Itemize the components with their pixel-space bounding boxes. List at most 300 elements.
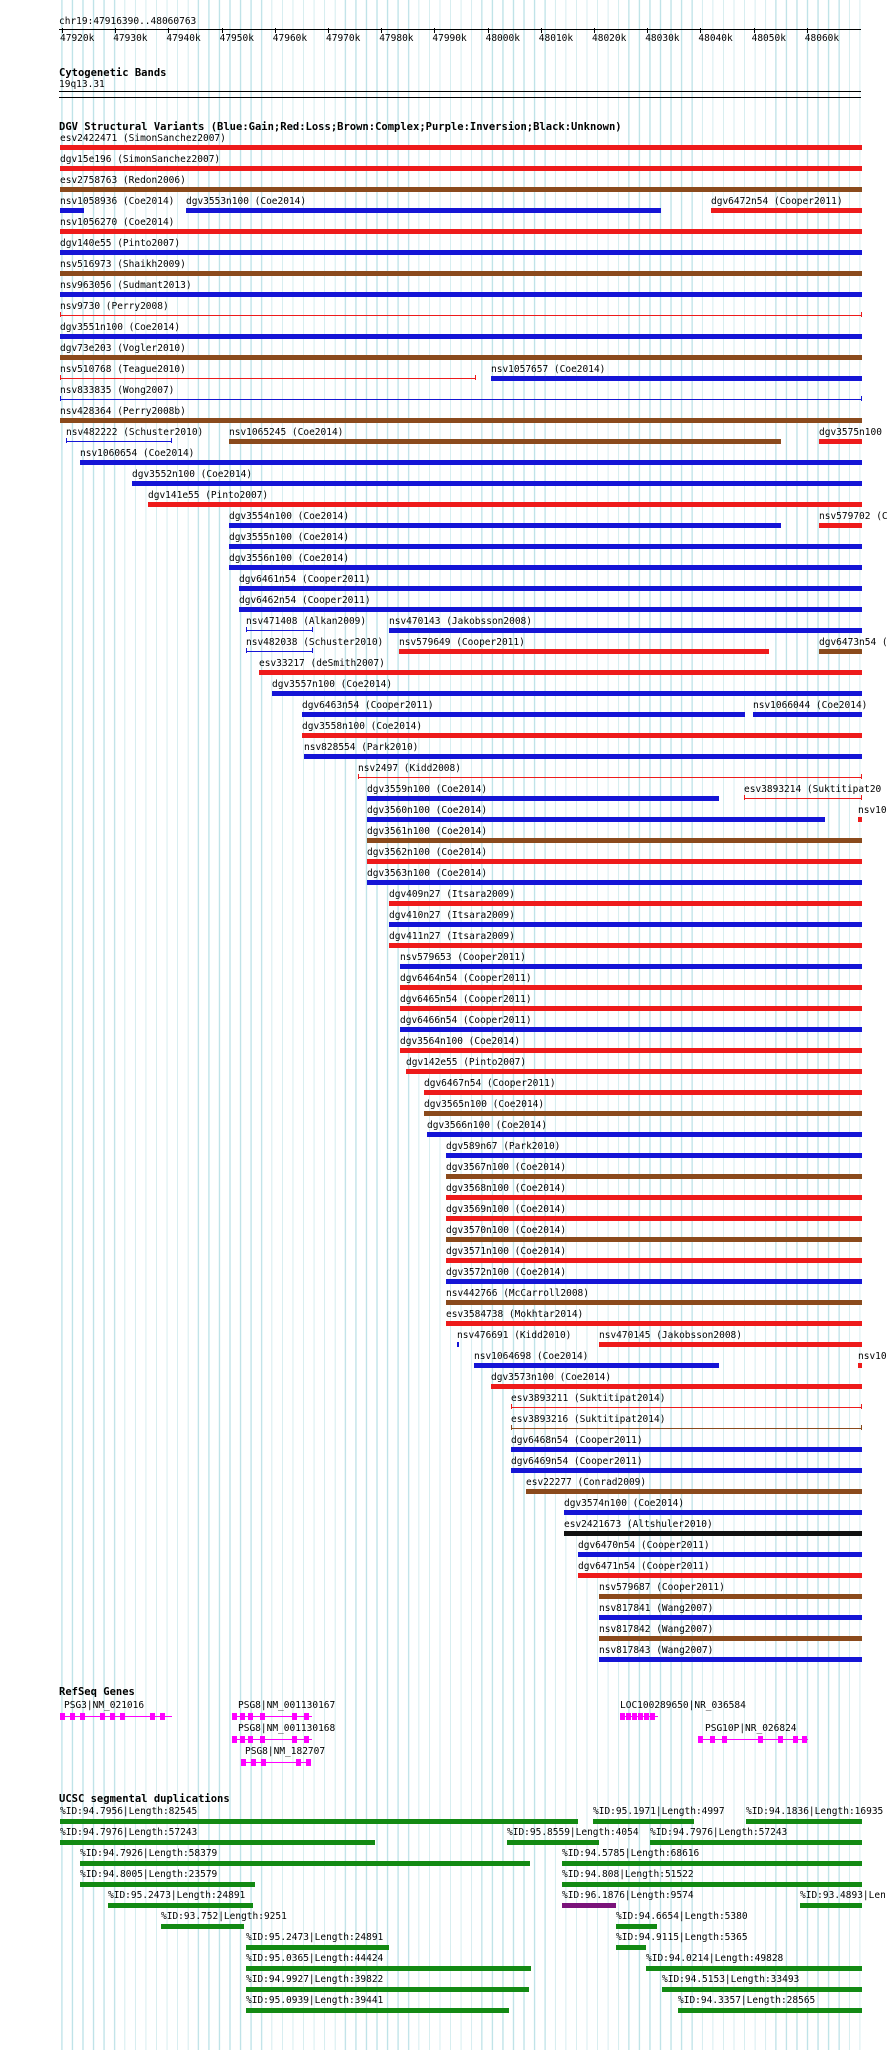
refseq-gene-label[interactable]: LOC100289650|NR_036584 xyxy=(620,1700,746,1711)
ruler-line xyxy=(59,29,861,30)
dgv-variant-label[interactable]: dgv3565n100 (Coe2014) xyxy=(424,1099,545,1110)
left-margin xyxy=(0,0,59,2050)
refseq-gene-label[interactable]: PSG10P|NR_026824 xyxy=(705,1723,797,1734)
dgv-variant-label[interactable]: nsv9730 (Perry2008) xyxy=(60,301,169,312)
dgv-variant-end xyxy=(861,1404,862,1409)
dgv-variant-label[interactable]: dgv3573n100 (Coe2014) xyxy=(491,1372,612,1383)
dgv-variant-label[interactable]: dgv3552n100 (Coe2014) xyxy=(132,469,253,480)
dgv-variant-label[interactable]: nsv579702 (C xyxy=(819,511,888,522)
dgv-variant-bar[interactable] xyxy=(239,607,862,612)
segdup-label[interactable]: %ID:95.2473|Length:24891 xyxy=(246,1932,384,1943)
segdup-bar[interactable] xyxy=(161,1924,244,1929)
refseq-gene-exon xyxy=(70,1713,75,1720)
dgv-variant-label[interactable]: dgv3570n100 (Coe2014) xyxy=(446,1225,567,1236)
ruler-tick-label: 48010k xyxy=(538,33,574,44)
dgv-variant-label[interactable]: nsv1057657 (Coe2014) xyxy=(491,364,606,375)
dgv-variant-label[interactable]: dgv3560n100 (Coe2014) xyxy=(367,805,488,816)
segdup-bar[interactable] xyxy=(616,1924,657,1929)
ruler-tick-label: 48050k xyxy=(751,33,786,44)
segdup-title: UCSC segmental duplications xyxy=(59,1793,230,1805)
dgv-variant-label[interactable]: esv33217 (deSmith2007) xyxy=(259,658,385,669)
ruler-tick-label: 47960k xyxy=(272,33,308,44)
dgv-variant-label[interactable]: dgv3566n100 (Coe2014) xyxy=(427,1120,548,1131)
segdup-label[interactable]: %ID:95.0939|Length:39441 xyxy=(246,1995,384,2006)
refseq-gene-exon xyxy=(120,1713,125,1720)
dgv-variant-label[interactable]: dgv3571n100 (Coe2014) xyxy=(446,1246,567,1257)
dgv-variant-label[interactable]: dgv3567n100 (Coe2014) xyxy=(446,1162,567,1173)
refseq-gene-exon xyxy=(710,1736,715,1743)
dgv-variant-bar[interactable] xyxy=(389,628,862,633)
dgv-variant-label[interactable]: nsv579653 (Cooper2011) xyxy=(400,952,526,963)
dgv-variant-bar[interactable] xyxy=(60,166,862,171)
ruler-tick-label: 47930k xyxy=(113,33,148,44)
dgv-variant-label[interactable]: nsv828554 (Park2010) xyxy=(304,742,419,753)
refseq-gene-exon xyxy=(260,1713,265,1720)
ruler-tick-label: 47990k xyxy=(432,33,467,44)
segdup-label[interactable]: %ID:94.3357|Length:28565 xyxy=(678,1995,816,2006)
dgv-variant-label[interactable]: dgv73e203 (Vogler2010) xyxy=(60,343,186,354)
dgv-variant-label[interactable]: nsv470143 (Jakobsson2008) xyxy=(389,616,532,627)
dgv-variant-bar[interactable] xyxy=(229,439,781,444)
segdup-bar[interactable] xyxy=(593,1819,694,1824)
refseq-gene-label[interactable]: PSG3|NM_021016 xyxy=(64,1700,145,1711)
dgv-variant-end xyxy=(246,627,247,632)
dgv-variant-bar[interactable] xyxy=(446,1153,862,1158)
segdup-bar[interactable] xyxy=(108,1903,253,1908)
refseq-gene-exon xyxy=(306,1759,311,1766)
dgv-variant-bar[interactable] xyxy=(186,208,661,213)
dgv-variant-label[interactable]: nsv470145 (Jakobsson2008) xyxy=(599,1330,742,1341)
dgv-variant-bar[interactable] xyxy=(259,670,862,675)
dgv-variant-end xyxy=(861,795,862,800)
dgv-variant-label[interactable]: nsv428364 (Perry2008b) xyxy=(60,406,186,417)
segdup-label[interactable]: %ID:95.1971|Length:4997 xyxy=(593,1806,725,1817)
dgv-variant-bar[interactable] xyxy=(511,1428,862,1429)
segdup-bar[interactable] xyxy=(507,1840,599,1845)
refseq-gene-intron-line xyxy=(60,1716,172,1717)
dgv-variant-bar[interactable] xyxy=(246,630,313,631)
refseq-gene-exon xyxy=(644,1713,649,1720)
dgv-variant-bar[interactable] xyxy=(60,315,862,316)
dgv-variant-bar[interactable] xyxy=(564,1510,862,1515)
dgv-variant-label[interactable]: dgv3556n100 (Coe2014) xyxy=(229,553,350,564)
dgv-variant-label[interactable]: nsv476691 (Kidd2010) xyxy=(457,1330,572,1341)
dgv-variant-end xyxy=(60,375,61,380)
segdup-label[interactable]: %ID:94.5785|Length:68616 xyxy=(562,1848,700,1859)
ruler-tick-label: 48020k xyxy=(592,33,627,44)
refseq-gene-exon xyxy=(722,1736,727,1743)
dgv-variant-label[interactable]: dgv15e196 (SimonSanchez2007) xyxy=(60,154,221,165)
dgv-variant-label[interactable]: nsv1065245 (Coe2014) xyxy=(229,427,344,438)
segdup-bar[interactable] xyxy=(650,1840,862,1845)
refseq-gene-exon xyxy=(248,1736,253,1743)
dgv-variant-bar[interactable] xyxy=(239,586,862,591)
segdup-bar[interactable] xyxy=(562,1861,862,1866)
refseq-gene-exon xyxy=(260,1736,265,1743)
dgv-variant-label[interactable]: esv2421673 (Altshuler2010) xyxy=(564,1519,713,1530)
refseq-title: RefSeq Genes xyxy=(59,1686,135,1698)
segdup-bar[interactable] xyxy=(746,1819,862,1824)
refseq-gene-exon xyxy=(110,1713,115,1720)
dgv-variant-label[interactable]: nsv510768 (Teague2010) xyxy=(60,364,186,375)
dgv-variant-label[interactable]: dgv411n27 (Itsara2009) xyxy=(389,931,515,942)
segdup-bar[interactable] xyxy=(246,1987,529,1992)
refseq-gene-exon xyxy=(304,1713,309,1720)
dgv-variant-bar[interactable] xyxy=(819,649,862,654)
dgv-variant-bar[interactable] xyxy=(599,1615,862,1620)
dgv-variant-label[interactable]: nsv471408 (Alkan2009) xyxy=(246,616,367,627)
dgv-variant-label[interactable]: dgv3562n100 (Coe2014) xyxy=(367,847,488,858)
dgv-variant-label[interactable]: dgv3575n100 xyxy=(819,427,882,438)
dgv-variant-bar[interactable] xyxy=(367,838,862,843)
dgv-variant-label[interactable]: esv3893216 (Suktitipat2014) xyxy=(511,1414,666,1425)
dgv-variant-label[interactable]: nsv442766 (McCarroll2008) xyxy=(446,1288,589,1299)
ruler-tick-label: 48060k xyxy=(804,33,840,44)
dgv-variant-end xyxy=(475,375,476,380)
dgv-variant-bar[interactable] xyxy=(304,754,862,759)
segdup-label[interactable]: %ID:94.6654|Length:5380 xyxy=(616,1911,748,1922)
segdup-bar[interactable] xyxy=(60,1819,578,1824)
dgv-variant-label[interactable]: dgv3555n100 (Coe2014) xyxy=(229,532,350,543)
segdup-bar[interactable] xyxy=(80,1861,530,1866)
dgv-variant-end xyxy=(511,1425,512,1430)
dgv-variant-bar[interactable] xyxy=(578,1573,862,1578)
dgv-variant-bar[interactable] xyxy=(511,1468,862,1473)
dgv-variant-end xyxy=(246,648,247,653)
segdup-label[interactable]: %ID:96.1876|Length:9574 xyxy=(562,1890,694,1901)
segdup-label[interactable]: %ID:94.1836|Length:16935 xyxy=(746,1806,884,1817)
dgv-variant-label[interactable]: nsv1058936 (Coe2014) xyxy=(60,196,175,207)
dgv-variant-end xyxy=(861,312,862,317)
dgv-variant-bar[interactable] xyxy=(60,292,862,297)
dgv-variant-bar[interactable] xyxy=(389,901,862,906)
dgv-variant-bar[interactable] xyxy=(358,777,862,778)
segdup-bar[interactable] xyxy=(246,1945,389,1950)
dgv-variant-bar[interactable] xyxy=(367,880,862,885)
dgv-variant-bar[interactable] xyxy=(60,250,862,255)
dgv-variant-label[interactable]: dgv3553n100 (Coe2014) xyxy=(186,196,307,207)
dgv-variant-label[interactable]: esv2758763 (Redon2006) xyxy=(60,175,186,186)
dgv-variant-bar[interactable] xyxy=(132,481,862,486)
dgv-variant-bar[interactable] xyxy=(272,691,862,696)
segdup-bar[interactable] xyxy=(562,1903,616,1908)
dgv-variant-label[interactable]: dgv141e55 (Pinto2007) xyxy=(148,490,269,501)
dgv-variant-label[interactable]: dgv6471n54 (Cooper2011) xyxy=(578,1561,710,1572)
refseq-gene-exon xyxy=(626,1713,631,1720)
dgv-variant-label[interactable]: dgv6466n54 (Cooper2011) xyxy=(400,1015,532,1026)
dgv-variant-label[interactable]: esv22277 (Conrad2009) xyxy=(526,1477,647,1488)
dgv-variant-bar[interactable] xyxy=(858,817,862,822)
cytoband-line-top xyxy=(59,91,861,92)
dgv-variant-label[interactable]: dgv6468n54 (Cooper2011) xyxy=(511,1435,643,1446)
dgv-variant-bar[interactable] xyxy=(367,859,862,864)
dgv-variant-label[interactable]: dgv140e55 (Pinto2007) xyxy=(60,238,181,249)
segdup-label[interactable]: %ID:94.808|Length:51522 xyxy=(562,1869,694,1880)
segdup-label[interactable]: %ID:93.4893|Len xyxy=(800,1890,886,1901)
dgv-variant-bar[interactable] xyxy=(858,1363,862,1368)
dgv-variant-label[interactable]: nsv833835 (Wong2007) xyxy=(60,385,175,396)
dgv-variant-label[interactable]: nsv10 xyxy=(858,1351,887,1362)
dgv-variant-label[interactable]: dgv6461n54 (Cooper2011) xyxy=(239,574,371,585)
dgv-variant-bar[interactable] xyxy=(400,964,862,969)
ruler-tick-label: 47970k xyxy=(326,33,361,44)
dgv-variant-bar[interactable] xyxy=(148,502,862,507)
dgv-variant-bar[interactable] xyxy=(246,651,313,652)
dgv-variant-bar[interactable] xyxy=(446,1279,862,1284)
dgv-variant-bar[interactable] xyxy=(400,1006,862,1011)
dgv-variant-label[interactable]: dgv589n67 (Park2010) xyxy=(446,1141,561,1152)
dgv-variant-bar[interactable] xyxy=(599,1657,862,1662)
dgv-variant-bar[interactable] xyxy=(578,1552,862,1557)
refseq-gene-label[interactable]: PSG8|NM_001130168 xyxy=(238,1723,336,1734)
dgv-variant-label[interactable]: dgv410n27 (Itsara2009) xyxy=(389,910,515,921)
dgv-variant-end xyxy=(312,648,313,653)
dgv-variant-bar[interactable] xyxy=(491,1384,862,1389)
refseq-gene-exon xyxy=(793,1736,798,1743)
ruler-tick-label: 47920k xyxy=(60,33,95,44)
dgv-variant-end xyxy=(171,438,172,443)
dgv-variant-label[interactable]: dgv6464n54 (Cooper2011) xyxy=(400,973,532,984)
refseq-gene-exon xyxy=(638,1713,643,1720)
dgv-variant-label[interactable]: nsv817841 (Wang2007) xyxy=(599,1603,714,1614)
dgv-variant-bar[interactable] xyxy=(446,1174,862,1179)
segdup-bar[interactable] xyxy=(616,1945,646,1950)
dgv-variant-bar[interactable] xyxy=(424,1090,862,1095)
dgv-variant-bar[interactable] xyxy=(446,1300,862,1305)
segdup-label[interactable]: %ID:94.7926|Length:58379 xyxy=(80,1848,218,1859)
segdup-label[interactable]: %ID:94.7956|Length:82545 xyxy=(60,1806,198,1817)
refseq-gene-exon xyxy=(292,1713,297,1720)
dgv-variant-bar[interactable] xyxy=(302,733,862,738)
dgv-variant-bar[interactable] xyxy=(511,1407,862,1408)
ruler-tick-label: 48030k xyxy=(645,33,680,44)
segdup-bar[interactable] xyxy=(662,1987,862,1992)
segdup-bar[interactable] xyxy=(246,2008,509,2013)
dgv-variant-label[interactable]: dgv6462n54 (Cooper2011) xyxy=(239,595,371,606)
dgv-variant-label[interactable]: nsv482222 (Schuster2010) xyxy=(66,427,204,438)
dgv-variant-label[interactable]: nsv1060654 (Coe2014) xyxy=(80,448,195,459)
dgv-variant-bar[interactable] xyxy=(229,544,862,549)
dgv-variant-bar[interactable] xyxy=(399,649,769,654)
refseq-gene-exon xyxy=(60,1713,65,1720)
segdup-label[interactable]: %ID:94.8005|Length:23579 xyxy=(80,1869,218,1880)
dgv-variant-label[interactable]: nsv963056 (Sudmant2013) xyxy=(60,280,192,291)
dgv-variant-bar[interactable] xyxy=(744,798,862,799)
dgv-variant-end xyxy=(66,438,67,443)
dgv-variant-bar[interactable] xyxy=(599,1342,862,1347)
dgv-variant-bar[interactable] xyxy=(367,796,719,801)
dgv-variant-bar[interactable] xyxy=(66,441,172,442)
dgv-variant-label[interactable]: dgv6473n54 ( xyxy=(819,637,888,648)
dgv-variant-bar[interactable] xyxy=(400,985,862,990)
dgv-variant-label[interactable]: dgv3564n100 (Coe2014) xyxy=(400,1036,521,1047)
dgv-variant-label[interactable]: nsv1064698 (Coe2014) xyxy=(474,1351,589,1362)
dgv-variant-label[interactable]: dgv3554n100 (Coe2014) xyxy=(229,511,350,522)
segdup-bar[interactable] xyxy=(646,1966,862,1971)
dgv-variant-bar[interactable] xyxy=(60,208,84,213)
dgv-variant-end xyxy=(861,396,862,401)
dgv-variant-label[interactable]: dgv6472n54 (Cooper2011) xyxy=(711,196,843,207)
dgv-variant-bar[interactable] xyxy=(491,376,862,381)
refseq-gene-exon xyxy=(292,1736,297,1743)
refseq-gene-exon xyxy=(80,1713,85,1720)
dgv-variant-bar[interactable] xyxy=(229,565,862,570)
dgv-variant-bar[interactable] xyxy=(60,334,862,339)
dgv-variant-end xyxy=(312,627,313,632)
dgv-variant-bar[interactable] xyxy=(60,399,862,400)
dgv-variant-label[interactable]: nsv817843 (Wang2007) xyxy=(599,1645,714,1656)
segdup-label[interactable]: %ID:94.5153|Length:33493 xyxy=(662,1974,800,1985)
dgv-variant-bar[interactable] xyxy=(60,378,476,379)
dgv-variant-label[interactable]: esv3893214 (Suktitipat20 xyxy=(744,784,882,795)
segdup-label[interactable]: %ID:95.8559|Length:4054 xyxy=(507,1827,639,1838)
segdup-bar[interactable] xyxy=(562,1882,862,1887)
dgv-variant-bar[interactable] xyxy=(60,418,862,423)
segdup-label[interactable]: %ID:94.7976|Length:57243 xyxy=(60,1827,198,1838)
refseq-gene-exon xyxy=(261,1759,266,1766)
dgv-variant-label[interactable]: dgv142e55 (Pinto2007) xyxy=(406,1057,527,1068)
dgv-variant-bar[interactable] xyxy=(389,943,862,948)
segdup-bar[interactable] xyxy=(60,1840,375,1845)
dgv-variant-bar[interactable] xyxy=(60,145,862,150)
refseq-gene-label[interactable]: PSG8|NM_001130167 xyxy=(238,1700,336,1711)
dgv-variant-bar[interactable] xyxy=(599,1594,862,1599)
refseq-gene-exon xyxy=(232,1736,237,1743)
right-margin xyxy=(862,0,890,2050)
dgv-variant-bar[interactable] xyxy=(446,1237,862,1242)
refseq-gene-exon xyxy=(698,1736,703,1743)
dgv-variant-end xyxy=(861,1425,862,1430)
refseq-gene-exon xyxy=(240,1736,245,1743)
refseq-gene-exon xyxy=(778,1736,783,1743)
cytobands-title: Cytogenetic Bands xyxy=(59,67,167,79)
refseq-gene-exon xyxy=(296,1759,301,1766)
dgv-variant-bar[interactable] xyxy=(400,1027,862,1032)
dgv-title: DGV Structural Variants (Blue:Gain;Red:Loss;Brown:Complex;Purple:Inversion;Black:Unknown) xyxy=(59,121,622,133)
dgv-variant-bar[interactable] xyxy=(526,1489,862,1494)
dgv-variant-label[interactable]: dgv6467n54 (Cooper2011) xyxy=(424,1078,556,1089)
refseq-gene-exon xyxy=(650,1713,655,1720)
refseq-gene-exon xyxy=(758,1736,763,1743)
dgv-variant-label[interactable]: dgv6463n54 (Cooper2011) xyxy=(302,700,434,711)
ruler-tick-label: 47940k xyxy=(166,33,201,44)
segdup-label[interactable]: %ID:94.9927|Length:39822 xyxy=(246,1974,384,1985)
refseq-gene-exon xyxy=(632,1713,637,1720)
dgv-variant-bar[interactable] xyxy=(564,1531,862,1536)
segdup-label[interactable]: %ID:94.9115|Length:5365 xyxy=(616,1932,748,1943)
refseq-gene-exon xyxy=(304,1736,309,1743)
cytoband-line-bottom xyxy=(59,97,861,98)
dgv-variant-bar[interactable] xyxy=(819,439,862,444)
dgv-variant-label[interactable]: dgv3559n100 (Coe2014) xyxy=(367,784,488,795)
dgv-variant-bar[interactable] xyxy=(424,1111,862,1116)
dgv-variant-label[interactable]: dgv3574n100 (Coe2014) xyxy=(564,1498,685,1509)
segdup-label[interactable]: %ID:95.2473|Length:24891 xyxy=(108,1890,246,1901)
dgv-variant-bar[interactable] xyxy=(446,1258,862,1263)
refseq-gene-exon xyxy=(248,1713,253,1720)
dgv-variant-label[interactable]: dgv3551n100 (Coe2014) xyxy=(60,322,181,333)
refseq-gene-label[interactable]: PSG8|NM_182707 xyxy=(245,1746,326,1757)
dgv-variant-label[interactable]: nsv579649 (Cooper2011) xyxy=(399,637,525,648)
refseq-gene-exon xyxy=(241,1759,246,1766)
dgv-variant-label[interactable]: dgv3557n100 (Coe2014) xyxy=(272,679,393,690)
refseq-gene-exon xyxy=(150,1713,155,1720)
dgv-variant-bar[interactable] xyxy=(389,922,862,927)
dgv-variant-bar[interactable] xyxy=(60,355,862,360)
dgv-variant-label[interactable]: nsv817842 (Wang2007) xyxy=(599,1624,714,1635)
dgv-variant-bar[interactable] xyxy=(711,208,862,213)
dgv-variant-bar[interactable] xyxy=(446,1216,862,1221)
dgv-variant-bar[interactable] xyxy=(229,523,781,528)
segdup-bar[interactable] xyxy=(246,1966,531,1971)
dgv-variant-bar[interactable] xyxy=(400,1048,862,1053)
dgv-variant-label[interactable]: esv2422471 (SimonSanchez2007) xyxy=(60,133,226,144)
dgv-variant-bar[interactable] xyxy=(80,460,862,465)
segdup-label[interactable]: %ID:94.0214|Length:49828 xyxy=(646,1953,784,1964)
ruler-tick-label: 48000k xyxy=(485,33,520,44)
dgv-variant-bar[interactable] xyxy=(60,187,862,192)
dgv-variant-end xyxy=(60,396,61,401)
dgv-variant-label[interactable]: dgv409n27 (Itsara2009) xyxy=(389,889,515,900)
refseq-gene-exon xyxy=(240,1713,245,1720)
dgv-variant-bar[interactable] xyxy=(457,1342,459,1347)
segdup-bar[interactable] xyxy=(800,1903,862,1908)
dgv-variant-bar[interactable] xyxy=(474,1363,719,1368)
dgv-variant-label[interactable]: nsv482038 (Schuster2010) xyxy=(246,637,384,648)
dgv-variant-label[interactable]: dgv6465n54 (Cooper2011) xyxy=(400,994,532,1005)
dgv-variant-bar[interactable] xyxy=(60,271,862,276)
refseq-gene-exon xyxy=(160,1713,165,1720)
dgv-variant-label[interactable]: dgv3568n100 (Coe2014) xyxy=(446,1183,567,1194)
dgv-variant-bar[interactable] xyxy=(367,817,825,822)
dgv-variant-end xyxy=(60,312,61,317)
dgv-variant-bar[interactable] xyxy=(406,1069,862,1074)
cytoband-label: 19q13.31 xyxy=(59,79,105,90)
dgv-variant-label[interactable]: dgv3558n100 (Coe2014) xyxy=(302,721,423,732)
dgv-variant-label[interactable]: nsv516973 (Shaikh2009) xyxy=(60,259,186,270)
dgv-variant-bar[interactable] xyxy=(446,1195,862,1200)
dgv-variant-label[interactable]: esv3584738 (Mokhtar2014) xyxy=(446,1309,584,1320)
dgv-variant-bar[interactable] xyxy=(427,1132,862,1137)
dgv-variant-label[interactable]: nsv2497 (Kidd2008) xyxy=(358,763,461,774)
dgv-variant-label[interactable]: nsv10 xyxy=(858,805,887,816)
segdup-label[interactable]: %ID:95.0365|Length:44424 xyxy=(246,1953,384,1964)
dgv-variant-bar[interactable] xyxy=(60,229,862,234)
dgv-variant-label[interactable]: dgv3572n100 (Coe2014) xyxy=(446,1267,567,1278)
dgv-variant-label[interactable]: nsv579687 (Cooper2011) xyxy=(599,1582,725,1593)
refseq-gene-exon xyxy=(251,1759,256,1766)
dgv-variant-bar[interactable] xyxy=(446,1321,862,1326)
dgv-variant-label[interactable]: dgv6469n54 (Cooper2011) xyxy=(511,1456,643,1467)
dgv-variant-label[interactable]: dgv3561n100 (Coe2014) xyxy=(367,826,488,837)
dgv-variant-bar[interactable] xyxy=(753,712,862,717)
segdup-bar[interactable] xyxy=(80,1882,255,1887)
dgv-variant-bar[interactable] xyxy=(511,1447,862,1452)
dgv-variant-bar[interactable] xyxy=(819,523,862,528)
segdup-label[interactable]: %ID:94.7976|Length:57243 xyxy=(650,1827,788,1838)
dgv-variant-label[interactable]: dgv6470n54 (Cooper2011) xyxy=(578,1540,710,1551)
dgv-variant-label[interactable]: nsv1066044 (Coe2014) xyxy=(753,700,868,711)
dgv-variant-bar[interactable] xyxy=(302,712,745,717)
dgv-variant-label[interactable]: nsv1056270 (Coe2014) xyxy=(60,217,175,228)
dgv-variant-bar[interactable] xyxy=(599,1636,862,1641)
ruler-tick-label: 47980k xyxy=(379,33,414,44)
dgv-variant-label[interactable]: dgv3563n100 (Coe2014) xyxy=(367,868,488,879)
segdup-label[interactable]: %ID:93.752|Length:9251 xyxy=(161,1911,287,1922)
dgv-variant-label[interactable]: dgv3569n100 (Coe2014) xyxy=(446,1204,567,1215)
dgv-variant-label[interactable]: esv3893211 (Suktitipat2014) xyxy=(511,1393,666,1404)
segdup-bar[interactable] xyxy=(678,2008,862,2013)
